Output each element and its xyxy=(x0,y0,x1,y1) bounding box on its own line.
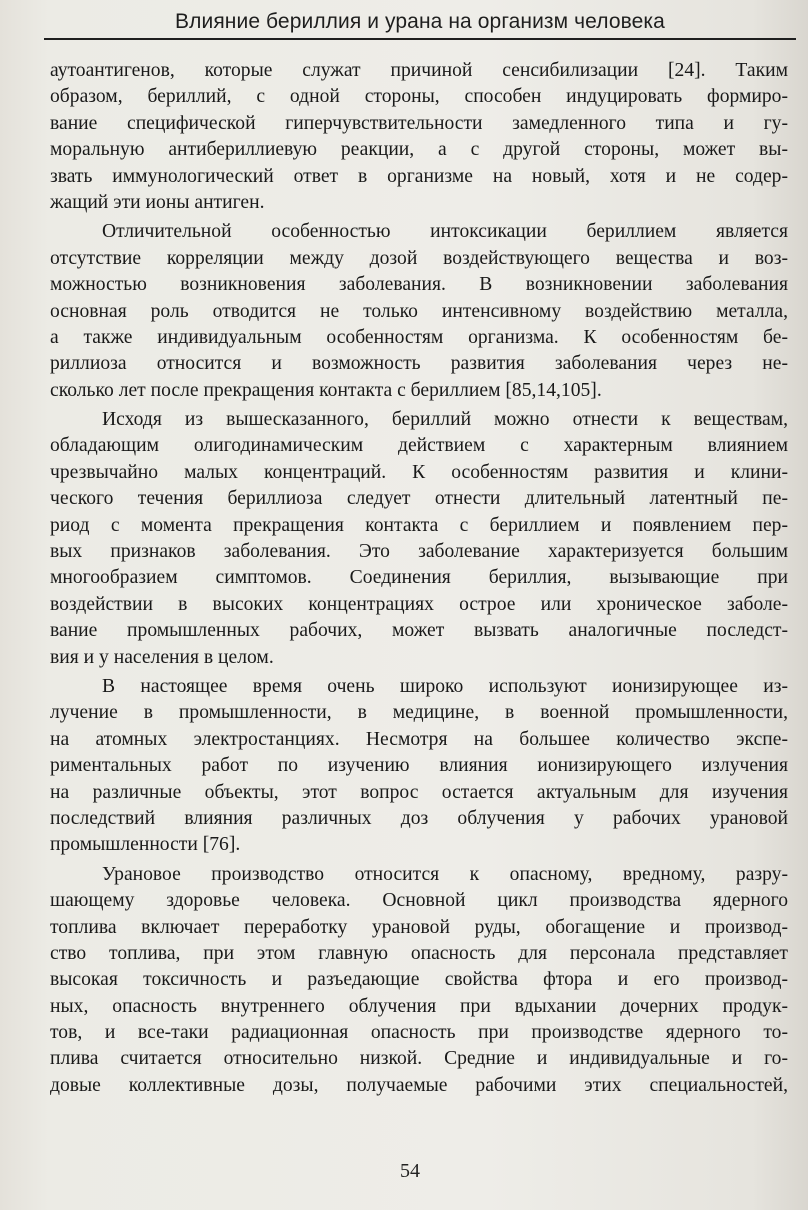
running-head: Влияние бериллия и урана на организм человека xyxy=(175,10,665,33)
body-text xyxy=(50,58,788,1102)
text-line: ство топлива, при этом главную опасность для персонала представляет xyxy=(50,942,788,964)
text-line: многообразием симптомов. Соединения бериллия, вызывающие при xyxy=(50,567,788,589)
text-line: плива считается относительно низкой. Средние и индивидуальные и го- xyxy=(50,1048,788,1070)
text-line: шающему здоровье человека. Основной цикл производства ядерного xyxy=(50,890,788,912)
text-line: отсутствие корреляции между дозой воздействующего вещества и воз- xyxy=(50,247,788,269)
paragraph-2 xyxy=(50,219,788,404)
text-line: Отличительной особенностью интоксикации бериллием является xyxy=(102,221,788,243)
text-line: тов, и все-таки радиационная опасность при производстве ядерного то- xyxy=(50,1022,788,1044)
text-line: чрезвычайно малых концентраций. К особенностям развития и клини- xyxy=(50,461,788,483)
text-line: последствий влияния различных доз облучения у рабочих урановой xyxy=(50,807,788,829)
text-line: вание специфической гиперчувствительности замедленного типа и гу- xyxy=(50,112,788,134)
text-line: ческого течения бериллиоза следует отнести длительный латентный пе- xyxy=(50,488,788,510)
text-line: лучение в промышленности, в медицине, в военной промышленности, xyxy=(50,702,788,724)
text-line: риллиоза относится и возможность развития заболевания через не- xyxy=(50,353,788,375)
text-line: риод с момента прекращения контакта с бериллием и появлением пер- xyxy=(50,514,788,536)
paragraph-1 xyxy=(50,58,788,216)
text-line: образом, бериллий, с одной стороны, способен индуцировать формиро- xyxy=(50,86,788,108)
text-line: В настоящее время очень широко используют ионизирующее из- xyxy=(102,675,788,697)
text-line: топлива включает переработку урановой руды, обогащение и производ- xyxy=(50,916,788,938)
text-line: можностью возникновения заболевания. В возникновении заболевания xyxy=(50,274,788,296)
text-line: вых признаков заболевания. Это заболевание характеризуется большим xyxy=(50,541,788,563)
text-line: сколько лет после прекращения контакта с бериллием [85,14,105]. xyxy=(50,379,602,401)
text-line: Урановое производство относится к опасному, вредному, разру- xyxy=(102,863,788,885)
text-line: на атомных электростанциях. Несмотря на большее количество экспе- xyxy=(50,728,788,750)
text-line: Исходя из вышесказанного, бериллий можно отнести к веществам, xyxy=(102,409,788,431)
text-line: вание промышленных рабочих, может вызвать аналогичные последст- xyxy=(50,620,788,642)
text-line: аутоантигенов, которые служат причиной сенсибилизации [24]. Таким xyxy=(50,60,788,81)
text-line: ных, опасность внутреннего облучения при вдыхании дочерних продук- xyxy=(50,995,788,1017)
text-line: воздействии в высоких концентрациях острое или хроническое заболе- xyxy=(50,593,788,615)
text-line: на различные объекты, этот вопрос остается актуальным для изучения xyxy=(50,781,788,803)
text-line: а также индивидуальным особенностям организма. К особенностям бе- xyxy=(50,326,788,348)
page-number: 54 xyxy=(400,1160,420,1182)
text-line: основная роль отводится не только интенсивному воздействию металла, xyxy=(50,300,788,322)
text-line: вия и у населения в целом. xyxy=(50,646,274,668)
paragraph-5 xyxy=(50,862,788,1100)
paragraph-3 xyxy=(50,407,788,671)
text-line: звать иммунологический ответ в организме на новый, хотя и не содер- xyxy=(50,165,788,187)
text-line: довые коллективные дозы, получаемые рабочими этих специальностей, xyxy=(50,1074,788,1096)
text-line: жащий эти ионы антиген. xyxy=(50,191,265,213)
paragraph-4 xyxy=(50,674,788,859)
text-line: высокая токсичность и разъедающие свойства фтора и его производ- xyxy=(50,969,788,991)
text-line: моральную антибериллиевую реакции, а с другой стороны, может вы- xyxy=(50,139,788,161)
text-line: риментальных работ по изучению влияния ионизирующего излучения xyxy=(50,755,788,777)
header-rule xyxy=(44,38,796,40)
text-line: обладающим олигодинамическим действием с характерным влиянием xyxy=(50,435,788,457)
text-line: промышленности [76]. xyxy=(50,834,241,856)
